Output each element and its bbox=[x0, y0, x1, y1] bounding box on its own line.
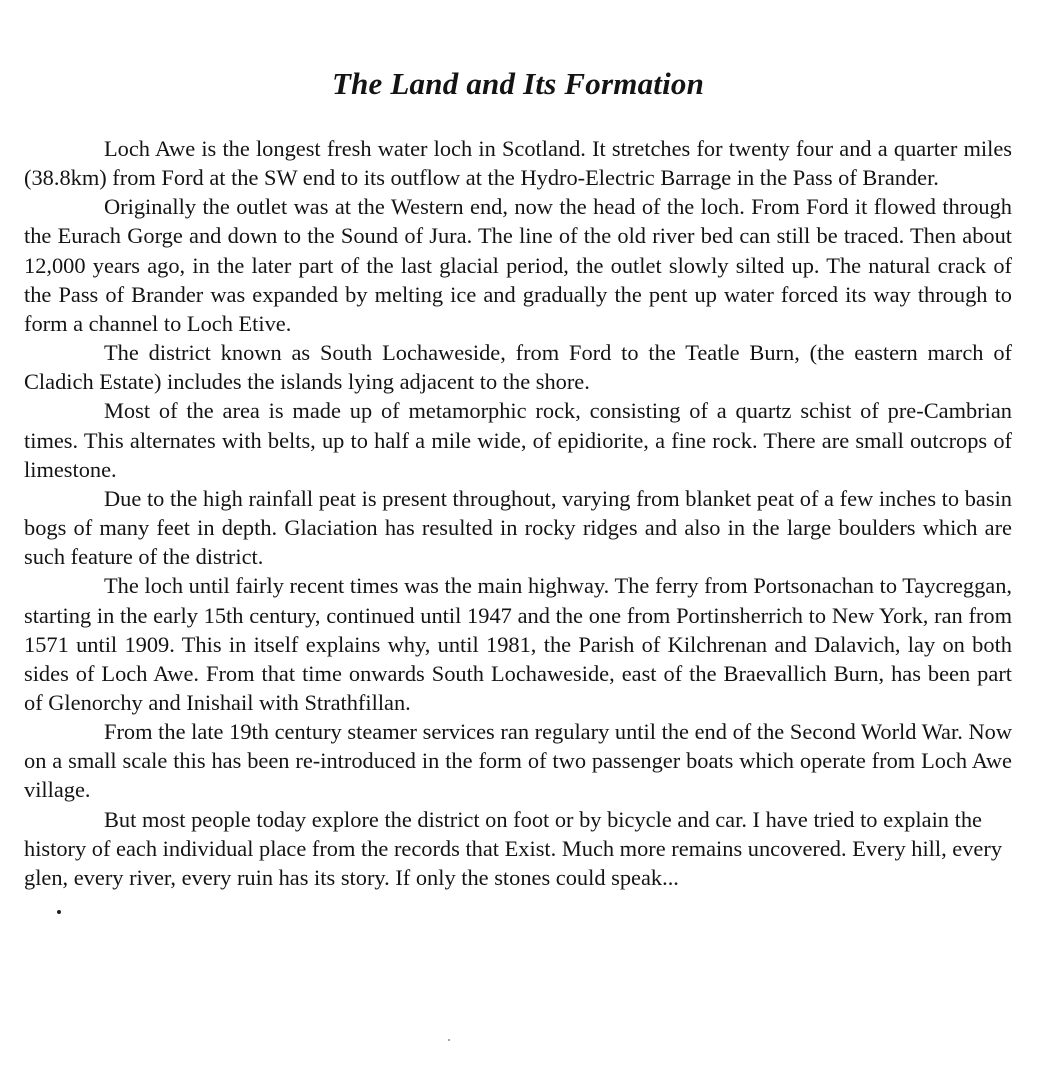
paragraph-steamer-services: From the late 19th century steamer services ran regulary until the end of the Second World War. Now on a small scale this has been re-introduced in the form of two passenger boats which operate from Loch Awe village. bbox=[24, 719, 1012, 803]
paragraph-original-outlet: Originally the outlet was at the Western end, now the head of the loch. From Ford it flowed through the Eurach Gorge and down to the Sound of Jura. The line of the old river bed can still be traced. Then about 12,000 years ago, in the later part of the last glacial period, the outlet slowly silted up. The natural crack of the Pass of Brander was expanded by melting ice and gradually the pent up water forced its way through to form a channel to Loch Etive. bbox=[24, 194, 1012, 336]
scan-speck-mark bbox=[57, 910, 61, 914]
paragraph-peat-glaciation: Due to the high rainfall peat is present throughout, varying from blanket peat of a few inches to basin bogs of many feet in depth. Glaciation has resulted in rocky ridges and also in the large boulders which are such feature of the district. bbox=[24, 485, 1012, 570]
paragraph-loch-highway: The loch until fairly recent times was the main highway. The ferry from Portsonachan to Taycreggan, starting in the early 15th century, continued until 1947 and the one from Portinsherrich to New York, ran from 1571 until 1909. This in itself explains why, until 1981, the Parish of Kilchrenan and Dalavich, lay on both sides of Loch Awe. From that time onwards South Lochaweside, east of the Braevallich Burn, has been part of Glenorchy and Inishail with Strathfillan. bbox=[24, 573, 1012, 715]
page-title: The Land and Its Formation bbox=[331, 66, 705, 101]
body-text bbox=[24, 134, 1012, 892]
paragraph-geology: Most of the area is made up of metamorphic rock, consisting of a quartz schist of pre-Cambrian times. This alternates with belts, up to half a mile wide, of epidiorite, a fine rock. There are small outcrops of limestone. bbox=[24, 398, 1012, 482]
scan-speck-mark-bottom bbox=[448, 1039, 450, 1041]
paragraph-district-extent: The district known as South Lochaweside, from Ford to the Teatle Burn, (the eastern march of Cladich Estate) includes the islands lying adjacent to the shore. bbox=[24, 340, 1012, 395]
document-page bbox=[24, 0, 1012, 1089]
paragraph-loch-awe-length: Loch Awe is the longest fresh water loch in Scotland. It stretches for twenty four and a quarter miles (38.8km) from Ford at the SW end to its outflow at the Hydro-Electric Barrage in the Pass of Brander. bbox=[24, 136, 1012, 191]
paragraph-exploring-district: But most people today explore the district on foot or by bicycle and car. I have tried to explain the history of each individual place from the records that Exist. Much more remains uncovered. Every hill, every glen, every river, every ruin has its story. If only the stones could speak... bbox=[24, 806, 1003, 890]
